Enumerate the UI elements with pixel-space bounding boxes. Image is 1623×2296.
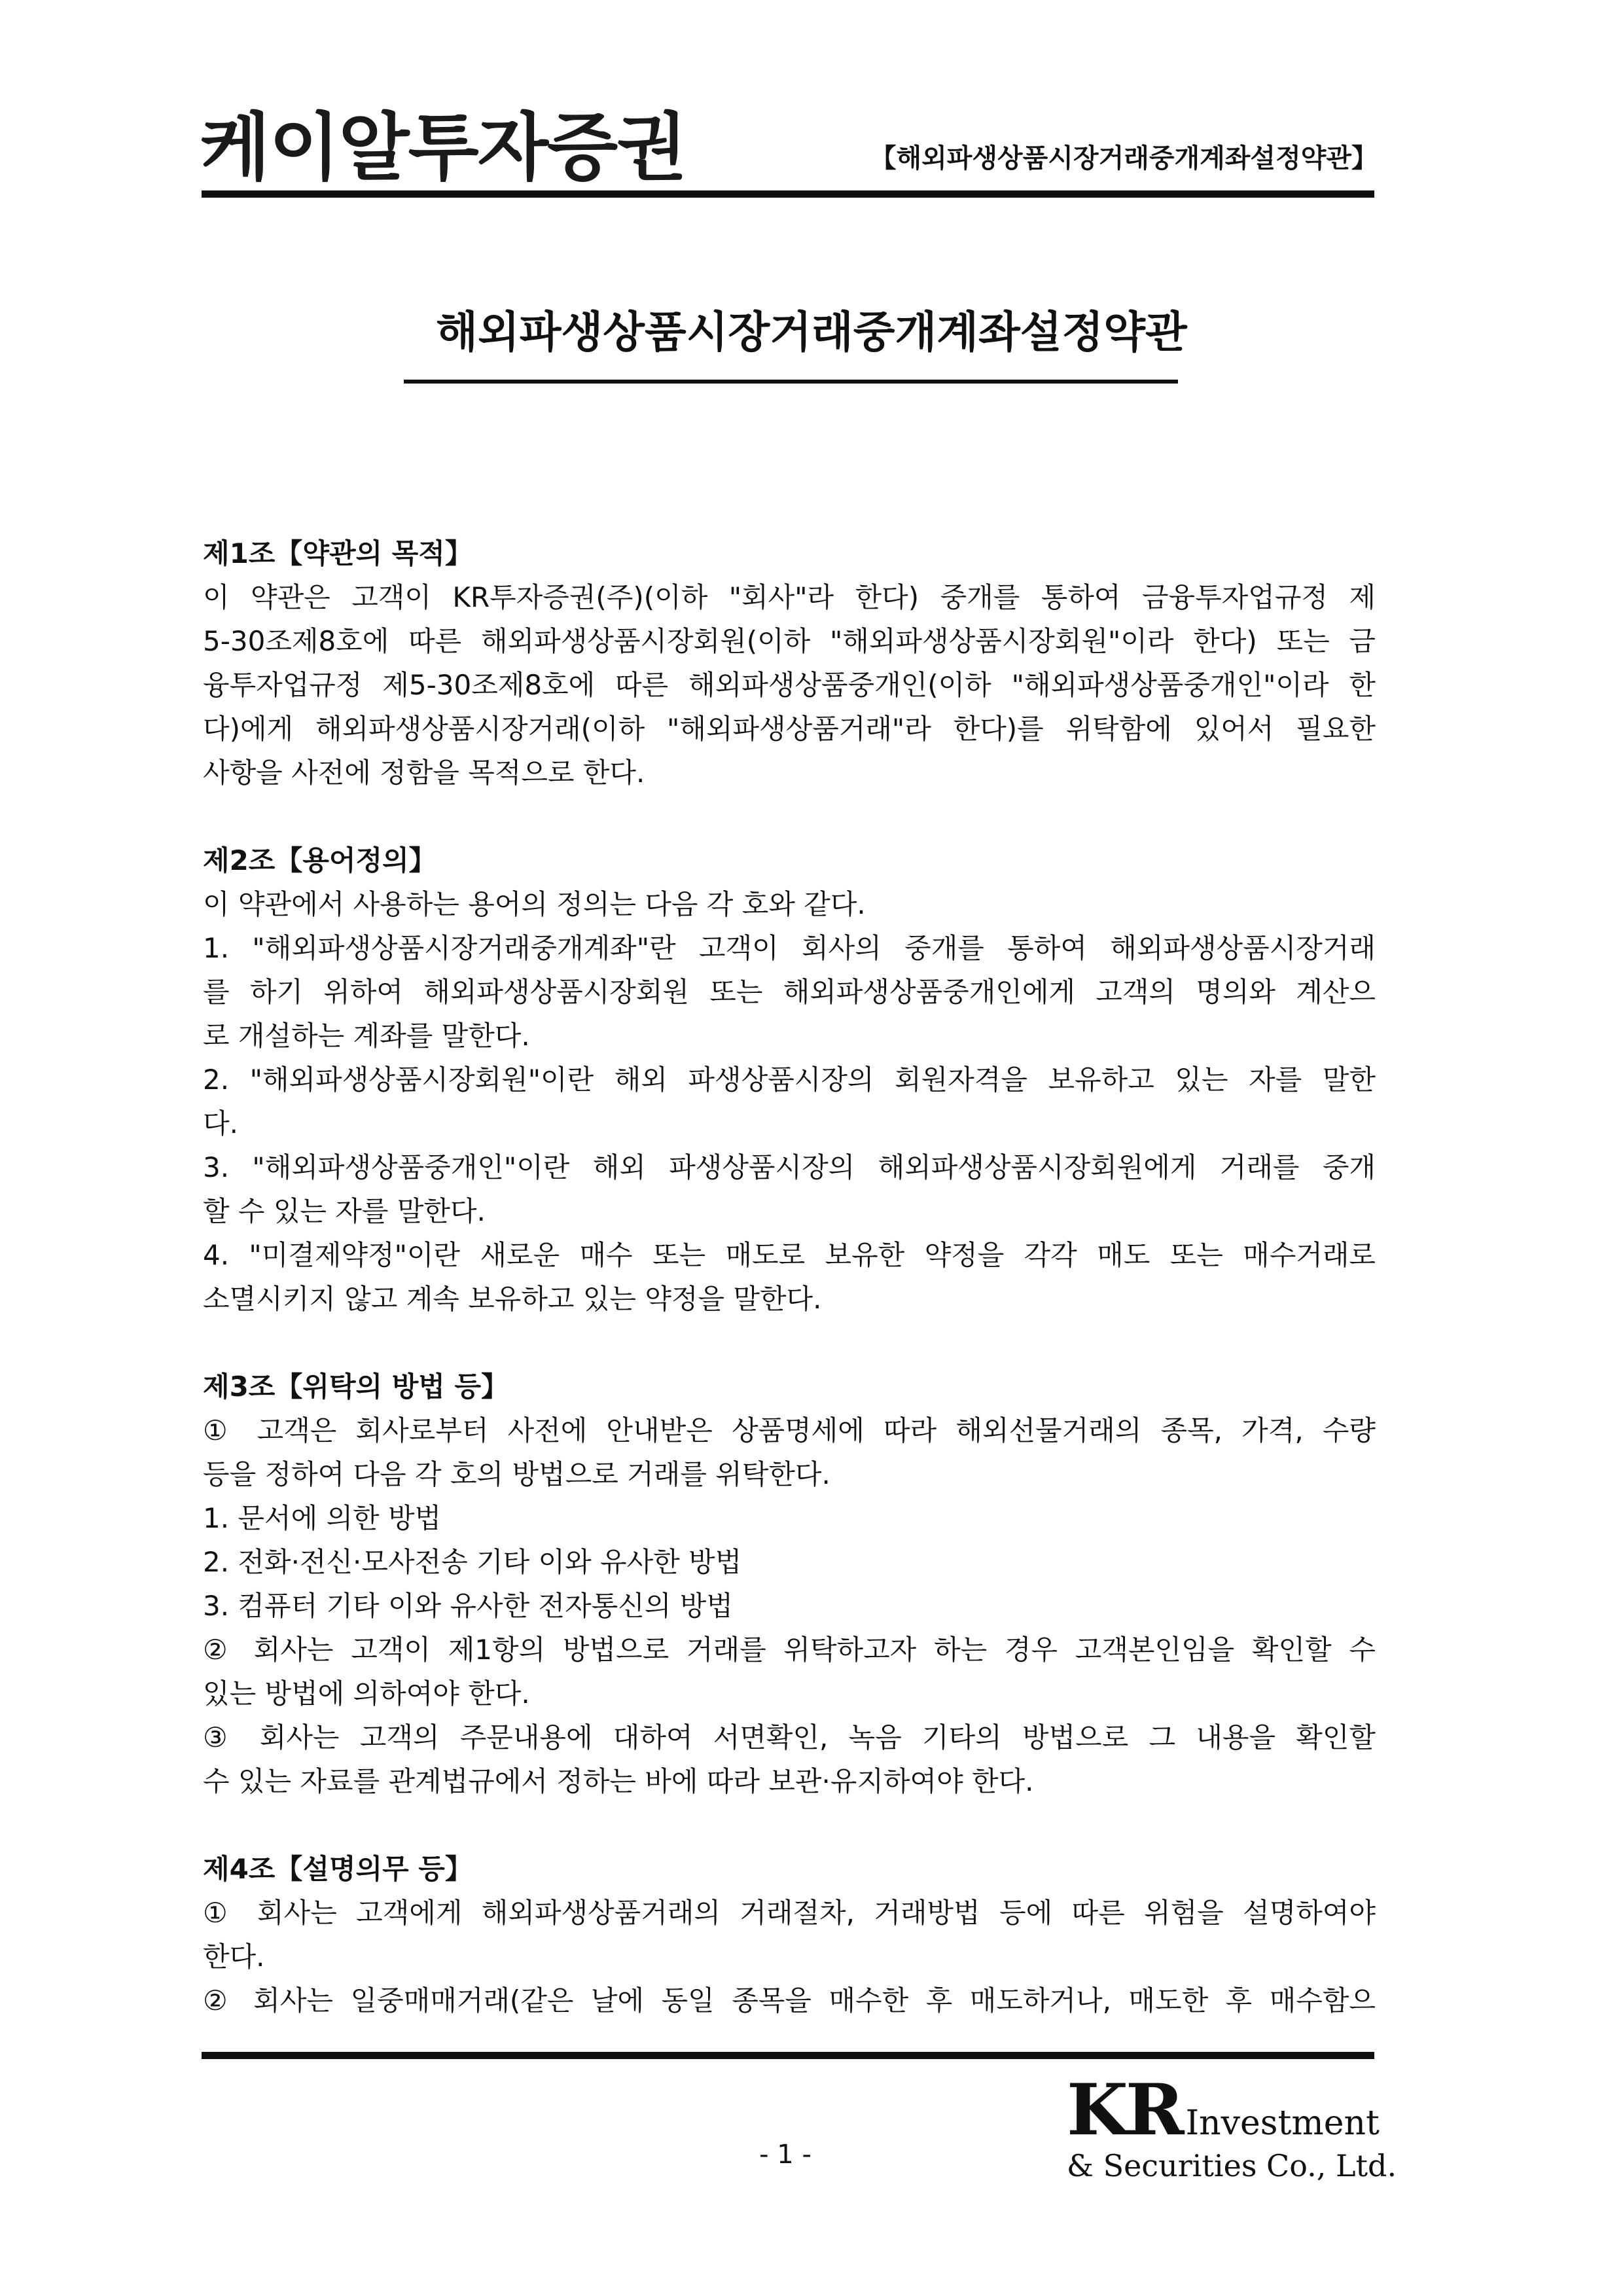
footer-logo-securities: & Securities Co., Ltd. bbox=[1067, 2148, 1397, 2183]
article-3-line: ③ 회사는 고객의 주문내용에 대하여 서면확인, 녹음 기타의 방법으로 그 내용을 확인할 bbox=[203, 1721, 1376, 1753]
article-2-line: 로 개설하는 계좌를 말한다. bbox=[203, 1020, 530, 1052]
article-2-line: 할 수 있는 자를 말한다. bbox=[203, 1195, 486, 1227]
header-rule bbox=[202, 190, 1374, 198]
header-document-title: 【해외파생상품시장거래중개계좌설정약관】 bbox=[870, 143, 1378, 173]
article-2-heading: 제2조【용어정의】 bbox=[203, 844, 437, 876]
article-2-line: 를 하기 위하여 해외파생상품시장회원 또는 해외파생상품중개인에게 고객의 명의와 계산으 bbox=[203, 976, 1376, 1008]
article-1-line: 사항을 사전에 정함을 목적으로 한다. bbox=[203, 757, 645, 789]
company-logo: 케이알투자증권 bbox=[200, 105, 687, 190]
title-underline bbox=[404, 380, 1178, 384]
article-3-line: 등을 정하여 다음 각 호의 방법으로 거래를 위탁한다. bbox=[203, 1458, 830, 1490]
article-1-line: 융투자업규정 제5-30조제8호에 따른 해외파생상품중개인(이하 "해외파생상품중개인"이라 한 bbox=[203, 669, 1376, 701]
article-1-line: 5-30조제8호에 따른 해외파생상품시장회원(이하 "해외파생상품시장회원"이라 한다) 또는 금 bbox=[203, 625, 1376, 657]
footer-logo-investment: Investment bbox=[1185, 2104, 1380, 2143]
article-3-line: 3. 컴퓨터 기타 이와 유사한 전자통신의 방법 bbox=[203, 1590, 733, 1622]
article-4-heading: 제4조【설명의무 등】 bbox=[203, 1853, 473, 1885]
article-3-line: ② 회사는 고객이 제1항의 방법으로 거래를 위탁하고자 하는 경우 고객본인임을 확인할 수 bbox=[203, 1634, 1376, 1666]
footer-rule bbox=[202, 2052, 1374, 2059]
article-3-heading: 제3조【위탁의 방법 등】 bbox=[203, 1371, 509, 1403]
article-4-line: ① 회사는 고객에게 해외파생상품거래의 거래절차, 거래방법 등에 따른 위험을 설명하여야 bbox=[203, 1897, 1376, 1929]
article-2-line: 소멸시키지 않고 계속 보유하고 있는 약정을 말한다. bbox=[203, 1283, 822, 1315]
article-3-line: 있는 방법에 의하여야 한다. bbox=[203, 1677, 530, 1710]
article-2-line: 4. "미결제약정"이란 새로운 매수 또는 매도로 보유한 약정을 각각 매도 또는 매수거래로 bbox=[203, 1239, 1376, 1271]
article-3-line: 수 있는 자료를 관계법규에서 정하는 바에 따라 보관·유지하여야 한다. bbox=[203, 1765, 1034, 1797]
article-2-line: 1. "해외파생상품시장거래중개계좌"란 고객이 회사의 중개를 통하여 해외파생상품시장거래 bbox=[203, 932, 1376, 964]
article-3-line: 1. 문서에 의한 방법 bbox=[203, 1502, 442, 1534]
article-3-line: ① 고객은 회사로부터 사전에 안내받은 상품명세에 따라 해외선물거래의 종목, 가격, 수량 bbox=[203, 1414, 1376, 1446]
article-3-line: 2. 전화·전신·모사전송 기타 이와 유사한 방법 bbox=[203, 1546, 742, 1578]
article-1-heading: 제1조【약관의 목적】 bbox=[203, 537, 473, 569]
page-title: 해외파생상품시장거래중개계좌설정약관 bbox=[436, 307, 1187, 357]
article-2-line: 3. "해외파생상품중개인"이란 해외 파생상품시장의 해외파생상품시장회원에게 거래를 중개 bbox=[203, 1151, 1376, 1183]
article-2-line: 이 약관에서 사용하는 용어의 정의는 다음 각 호와 같다. bbox=[203, 888, 866, 920]
article-4-line: 한다. bbox=[203, 1941, 265, 1973]
article-2-line: 2. "해외파생상품시장회원"이란 해외 파생상품시장의 회원자격을 보유하고 있는 자를 말한 bbox=[203, 1064, 1376, 1096]
footer-logo-kr: KR bbox=[1067, 2069, 1182, 2151]
page-number: - 1 - bbox=[759, 2140, 812, 2170]
footer-company-logo bbox=[1067, 2069, 1397, 2183]
article-1-line: 이 약관은 고객이 KR투자증권(주)(이하 "회사"라 한다) 중개를 통하여 금융투자업규정 제 bbox=[203, 581, 1376, 613]
article-1-line: 다)에게 해외파생상품시장거래(이하 "해외파생상품거래"라 한다)를 위탁함에 있어서 필요한 bbox=[203, 713, 1376, 745]
document-body bbox=[203, 531, 1376, 2022]
article-2-line: 다. bbox=[203, 1107, 238, 1139]
article-4-line: ② 회사는 일중매매거래(같은 날에 동일 종목을 매수한 후 매도하거나, 매도한 후 매수함으 bbox=[203, 1984, 1376, 2017]
